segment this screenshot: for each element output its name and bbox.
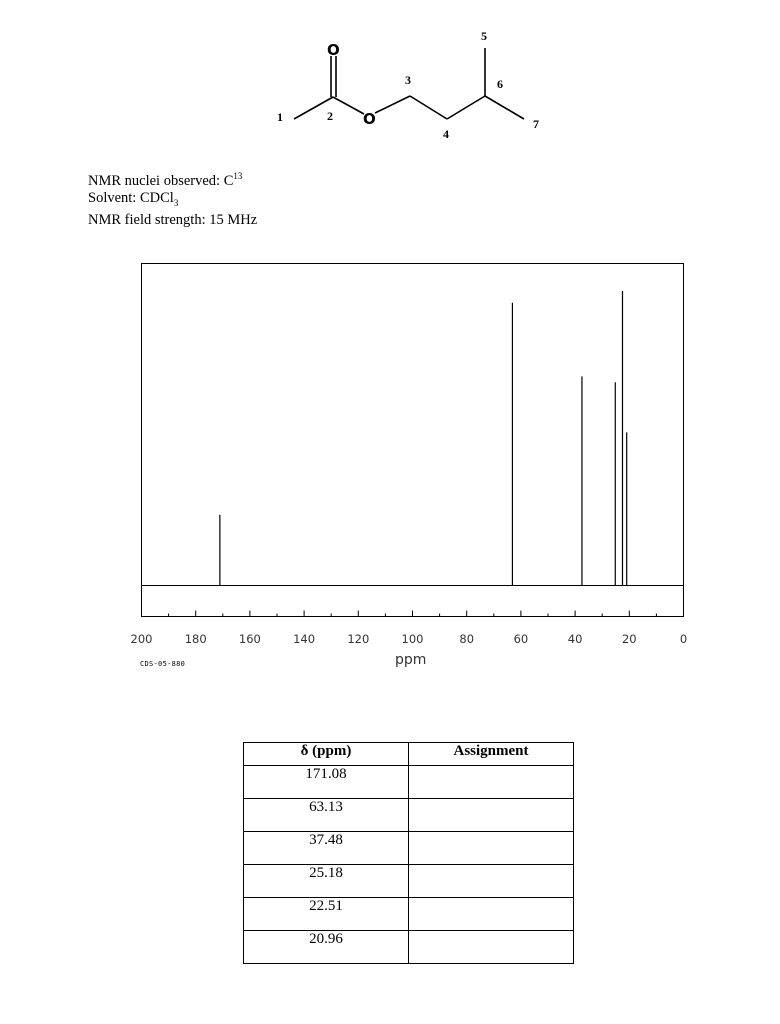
atom-number-7: 7 [533, 117, 539, 131]
table-row [244, 832, 574, 865]
atom-number-1: 1 [277, 110, 283, 124]
tick-label: 180 [184, 632, 207, 646]
shift-assignment-table [243, 742, 574, 964]
assignment-cell[interactable] [409, 898, 574, 931]
shift-cell: 171.08 [244, 766, 409, 799]
atom-number-3: 3 [405, 73, 411, 87]
tick-label: 0 [679, 632, 688, 646]
assignment-cell[interactable] [409, 865, 574, 898]
table-row [244, 766, 574, 799]
shift-cell: 63.13 [244, 799, 409, 832]
spectrum-code: CDS-05-880 [140, 660, 186, 668]
tick-label: 40 [567, 632, 583, 646]
spectrum-peaks [220, 291, 627, 586]
tick-label: 160 [238, 632, 261, 646]
header-assignment: Assignment [409, 743, 574, 766]
atom-number-6: 6 [497, 77, 503, 91]
axis-ticks [142, 611, 684, 617]
info-nuclei-sup: 13 [233, 171, 243, 181]
tick-label: 60 [513, 632, 529, 646]
atom-number-4: 4 [443, 127, 449, 141]
info-field: NMR field strength: 15 MHz [88, 211, 258, 228]
tick-label: 80 [459, 632, 475, 646]
tick-label: 120 [347, 632, 370, 646]
assignment-cell[interactable] [409, 832, 574, 865]
tick-label: 100 [401, 632, 424, 646]
assignment-cell[interactable] [409, 766, 574, 799]
table-row [244, 931, 574, 964]
atom-o-ester: O [363, 110, 376, 128]
axis-tick-labels [131, 632, 688, 646]
shift-cell: 37.48 [244, 832, 409, 865]
assignment-cell[interactable] [409, 931, 574, 964]
x-axis-label: ppm [395, 652, 427, 668]
shift-cell: 20.96 [244, 931, 409, 964]
atom-number-5: 5 [481, 29, 487, 43]
atom-number-2: 2 [327, 109, 333, 123]
tick-label: 200 [130, 632, 153, 646]
info-solvent-label: Solvent: CDCl [88, 189, 174, 206]
table-header-row [244, 743, 574, 766]
info-nuclei-label: NMR nuclei observed: C [88, 172, 234, 189]
assignment-cell[interactable] [409, 799, 574, 832]
table-row [244, 898, 574, 931]
tick-label: 20 [621, 632, 637, 646]
header-shift: δ (ppm) [244, 743, 409, 766]
tick-label: 140 [293, 632, 316, 646]
shift-cell: 25.18 [244, 865, 409, 898]
table-row [244, 799, 574, 832]
shift-cell: 22.51 [244, 898, 409, 931]
table-row [244, 865, 574, 898]
info-solvent-sub: 3 [173, 197, 179, 208]
atom-o-carbonyl: O [327, 41, 340, 59]
plot-frame [142, 264, 684, 617]
